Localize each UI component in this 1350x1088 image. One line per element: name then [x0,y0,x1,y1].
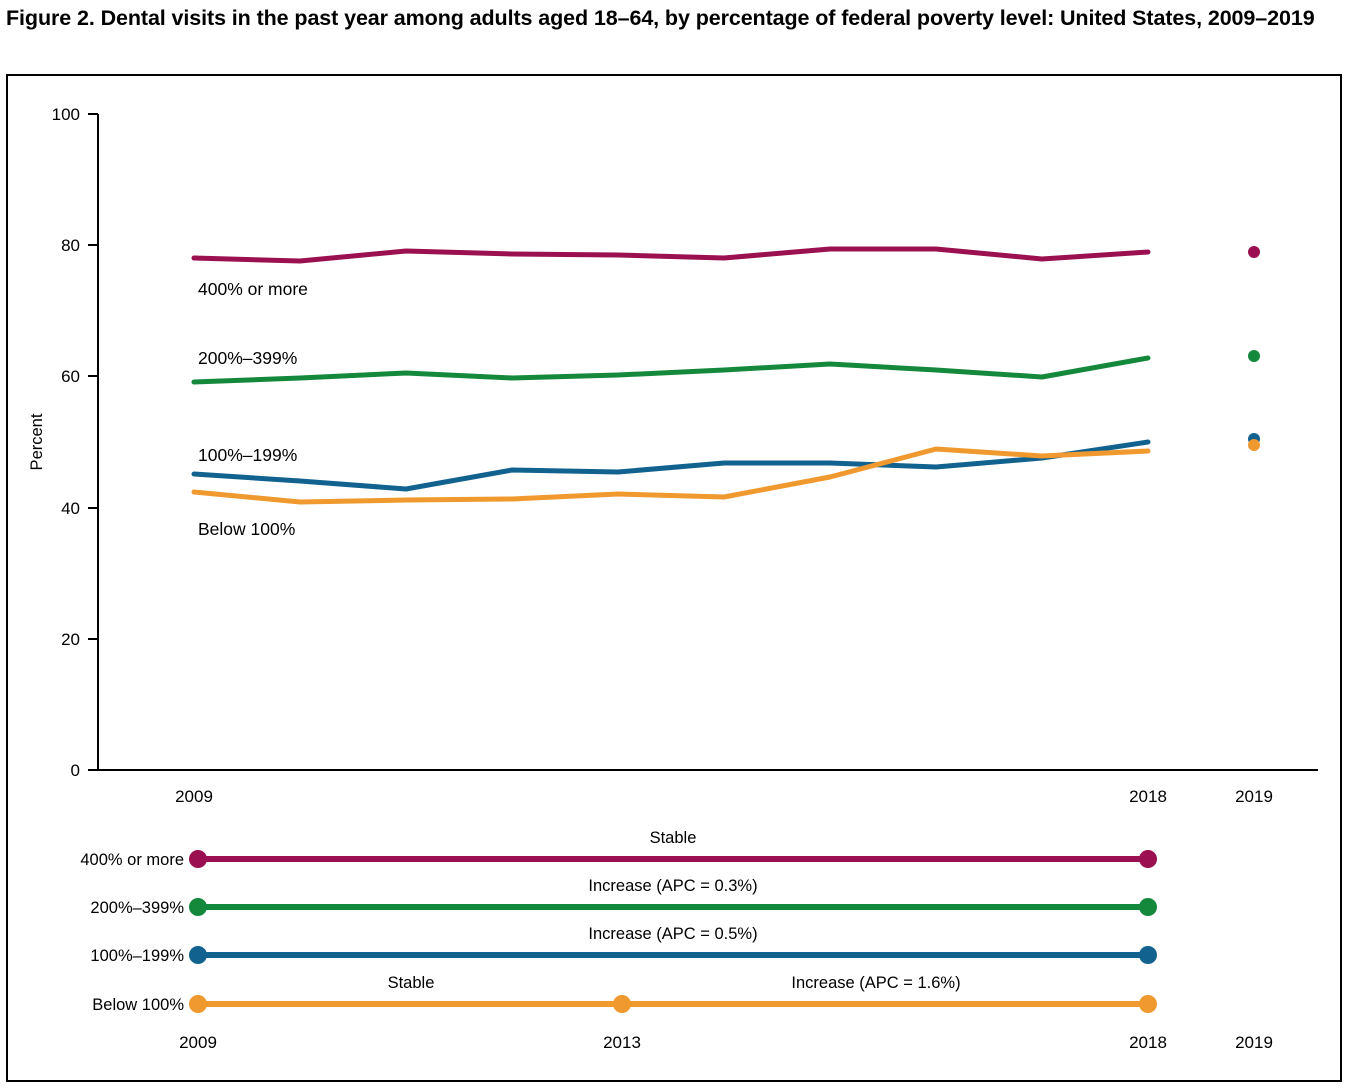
series-line-100-199 [194,442,1148,489]
trend-annotation-below-100-seg1: Stable [387,974,435,992]
x-tick-label-2018: 2018 [1129,787,1167,806]
series-label-below-100: Below 100% [198,519,296,539]
trend-x-tick-2009: 2009 [179,1033,217,1052]
series-label-400-or-more: 400% or more [198,279,308,299]
trend-x-tick-2018: 2018 [1129,1033,1167,1052]
x-tick-label-2019: 2019 [1235,787,1273,806]
series-line-200-399 [194,358,1148,382]
trend-point-start-400-or-more [189,850,207,868]
y-tick-label-40: 40 [61,499,80,518]
trend-annotation-below-100-seg2: Increase (APC = 1.6%) [791,974,961,992]
y-tick-label-80: 80 [61,236,80,255]
trend-point-end-400-or-more [1139,850,1157,868]
trend-point-start-below-100 [189,995,207,1013]
line-chart [8,76,1340,1080]
series-line-below-100 [194,449,1148,502]
trend-point-joinpoint-below-100 [613,995,631,1013]
trend-label-200-399: 200%–399% [90,899,184,917]
trend-point-end-below-100 [1139,995,1157,1013]
chart-frame [6,74,1342,1082]
series-label-100-199: 100%–199% [198,445,298,465]
y-tick-label-0: 0 [70,761,80,780]
series-label-200-399: 200%–399% [198,348,298,368]
page-title: Figure 2. Dental visits in the past year among adults aged 18–64, by percentage of federal poverty level: United States, 2009–2019 [6,6,1315,30]
trend-point-end-100-199 [1139,946,1157,964]
trend-label-below-100: Below 100% [92,996,184,1014]
y-axis-title: Percent [28,413,46,471]
trend-x-tick-2019: 2019 [1235,1033,1273,1052]
y-tick-label-100: 100 [51,105,80,124]
trend-point-end-200-399 [1139,898,1157,916]
trend-x-tick-2013: 2013 [603,1033,641,1052]
trend-label-100-199: 100%–199% [90,947,184,965]
x-tick-label-2009: 2009 [175,787,213,806]
series-point-2019-below-100 [1248,439,1260,451]
series-point-2019-200-399 [1248,350,1260,362]
y-tick-label-20: 20 [61,630,80,649]
trend-annotation-400-or-more: Stable [649,829,697,847]
trend-label-400-or-more: 400% or more [80,851,184,869]
trend-point-start-200-399 [189,898,207,916]
y-tick-label-60: 60 [61,367,80,386]
trend-annotation-200-399: Increase (APC = 0.3%) [588,877,758,895]
trend-annotation-100-199: Increase (APC = 0.5%) [588,925,758,943]
series-point-2019-400-or-more [1248,246,1260,258]
trend-point-start-100-199 [189,946,207,964]
series-line-400-or-more [194,249,1148,261]
